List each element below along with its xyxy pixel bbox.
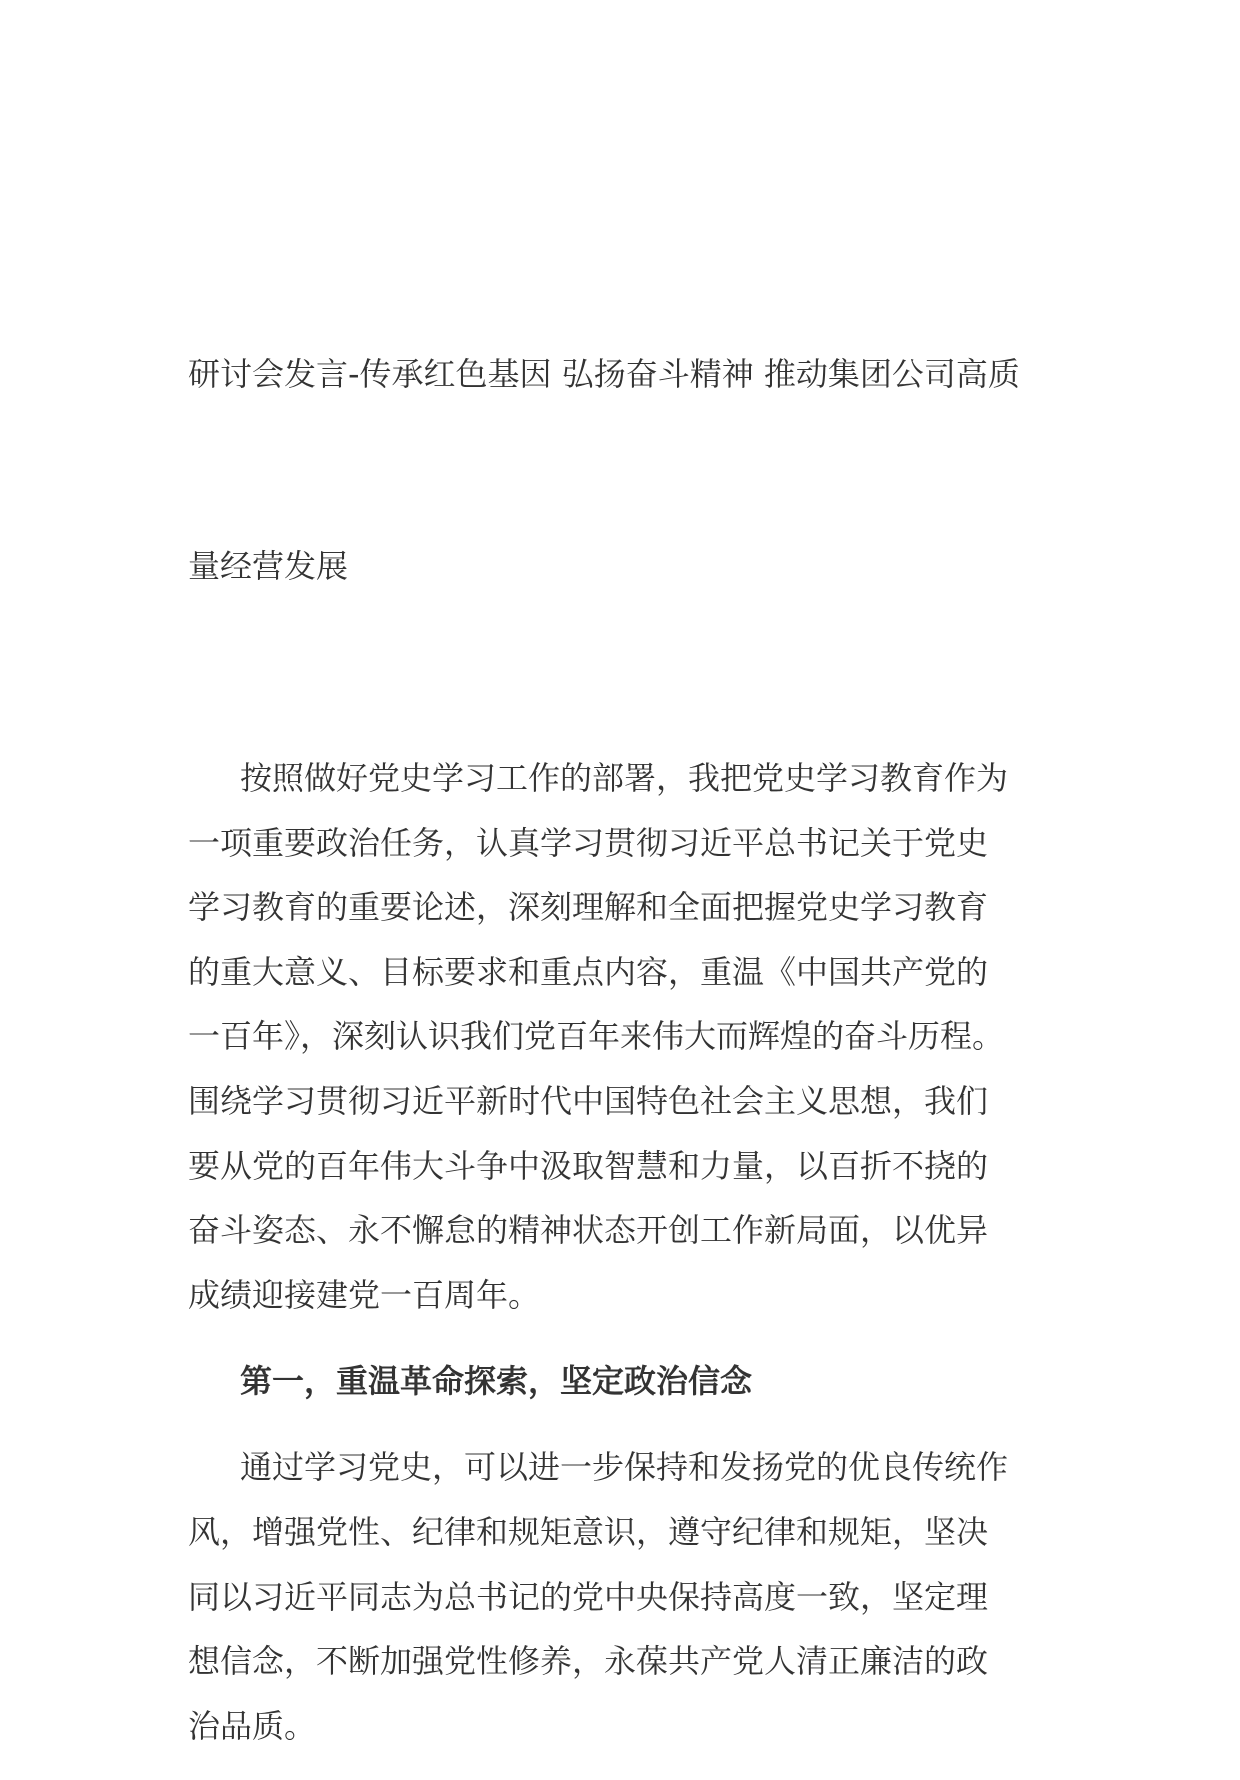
paragraph-section1 (188, 1435, 1056, 1758)
paragraph-line: 围绕学习贯彻习近平新时代中国特色社会主义思想，我们 (188, 1081, 989, 1120)
title-line: 研讨会发言-传承红色基因 弘扬奋斗精神 推动集团公司高质 (188, 355, 1020, 393)
paragraph-line: 奋斗姿态、永不懈怠的精神状态开创工作新局面，以优异 (188, 1211, 989, 1250)
paragraph-line: 按照做好党史学习工作的部署，我把党史学习教育作为 (240, 759, 1009, 797)
title-line: 量经营发展 (188, 547, 349, 585)
paragraph-line: 通过学习党史，可以进一步保持和发扬党的优良传统作 (240, 1448, 1009, 1487)
document-title (188, 214, 1056, 726)
paragraph-line: 一百年》，深刻认识我们党百年来伟大而辉煌的奋斗历程。 (188, 1017, 1005, 1056)
paragraph-line: 的重大意义、目标要求和重点内容，重温《中国共产党的 (188, 952, 989, 991)
paragraph-line: 风，增强党性、纪律和规矩意识，遵守纪律和规矩，坚决 (188, 1512, 989, 1551)
paragraph-line: 要从党的百年伟大斗争中汲取智慧和力量，以百折不挠的 (188, 1146, 989, 1185)
paragraph-line: 学习教育的重要论述，深刻理解和全面把握党史学习教育 (188, 888, 989, 927)
paragraph-line: 一项重要政治任务，认真学习贯彻习近平总书记关于党史 (188, 823, 989, 862)
paragraph-intro (188, 746, 1056, 1327)
paragraph-line: 同以习近平同志为总书记的党中央保持高度一致，坚定理 (188, 1577, 989, 1616)
document-body (188, 214, 1056, 1780)
section-heading: 第一，重温革命探索，坚定政治信念 (240, 1362, 753, 1401)
paragraph-line: 治品质。 (188, 1706, 317, 1745)
paragraph-line: 成绩迎接建党一百周年。 (188, 1275, 541, 1314)
paragraph-line: 想信念，不断加强党性修养，永葆共产党人清正廉洁的政 (188, 1642, 989, 1681)
